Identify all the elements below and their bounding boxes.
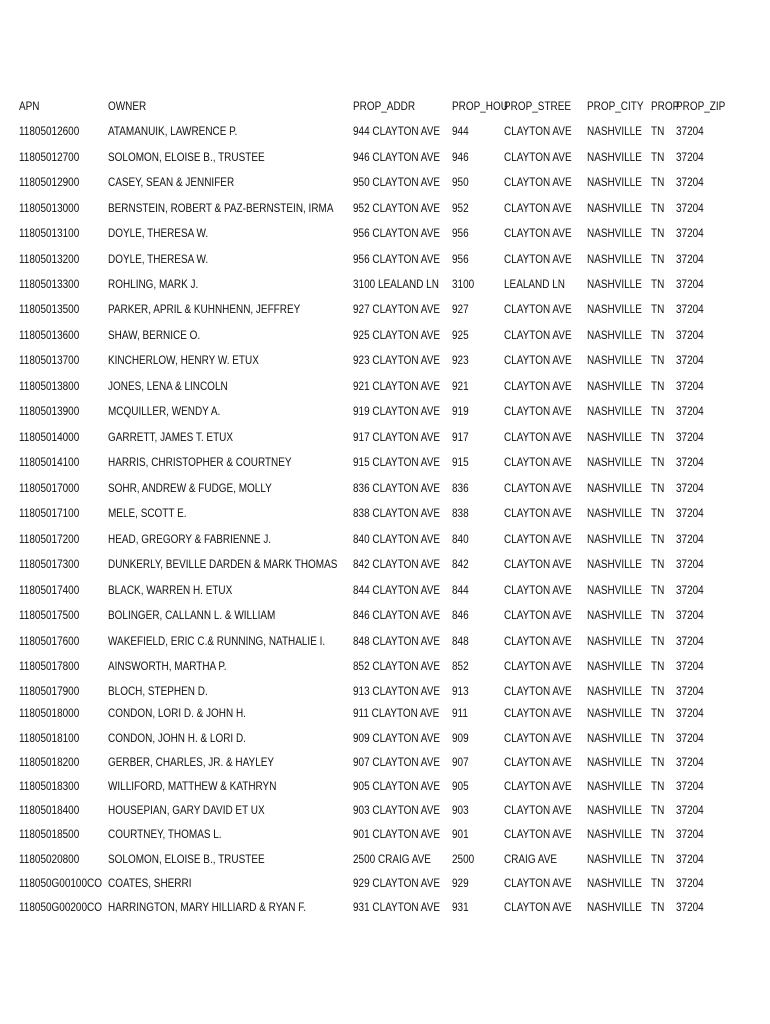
cell-prop-zip: 37204 (676, 176, 704, 189)
table-row (0, 223, 770, 245)
cell-prop-zip: 37204 (676, 533, 704, 546)
cell-prop-addr: 927 CLAYTON AVE (353, 303, 441, 316)
cell-prop-city: NASHVILLE (587, 176, 642, 189)
cell-prop-hou: 911 (452, 707, 468, 720)
cell-prop-zip: 37204 (676, 584, 704, 597)
cell-prop-hou: 842 (452, 558, 469, 571)
cell-prop-stree: CLAYTON AVE (504, 405, 572, 418)
cell-owner: DUNKERLY, BEVILLE DARDEN & MARK THOMAS (108, 558, 338, 571)
cell-prop-city: NASHVILLE (587, 877, 642, 890)
cell-prop-hou: 2500 (452, 853, 475, 866)
cell-owner: DOYLE, THERESA W. (108, 253, 209, 266)
cell-prop-addr: 913 CLAYTON AVE (353, 685, 441, 698)
cell-prop-city: NASHVILLE (587, 125, 642, 138)
table-row (0, 452, 770, 474)
cell-prop-addr: 909 CLAYTON AVE (353, 732, 441, 745)
header-row (0, 96, 770, 118)
header-prop-state: PROP (651, 100, 680, 113)
table-row (0, 554, 770, 576)
cell-apn: 11805018100 (19, 732, 80, 745)
cell-prop-stree: CLAYTON AVE (504, 176, 572, 189)
cell-apn: 11805018300 (19, 780, 80, 793)
cell-prop-zip: 37204 (676, 660, 704, 673)
cell-prop-stree: CRAIG AVE (504, 853, 558, 866)
cell-owner: BLOCH, STEPHEN D. (108, 685, 208, 698)
cell-prop-city: NASHVILLE (587, 253, 642, 266)
cell-prop-state: TN (651, 660, 665, 673)
cell-prop-zip: 37204 (676, 482, 704, 495)
cell-prop-stree: CLAYTON AVE (504, 780, 572, 793)
cell-apn: 11805017900 (19, 685, 80, 698)
cell-prop-state: TN (651, 482, 665, 495)
cell-prop-city: NASHVILLE (587, 660, 642, 673)
cell-prop-city: NASHVILLE (587, 405, 642, 418)
cell-prop-stree: CLAYTON AVE (504, 151, 572, 164)
header-prop-city: PROP_CITY (587, 100, 644, 113)
cell-prop-stree: CLAYTON AVE (504, 732, 572, 745)
cell-apn: 11805017000 (19, 482, 80, 495)
cell-apn: 11805018500 (19, 828, 80, 841)
cell-prop-hou: 838 (452, 507, 469, 520)
cell-apn: 11805017300 (19, 558, 80, 571)
cell-apn: 11805017600 (19, 635, 80, 648)
table-row (0, 656, 770, 678)
cell-prop-stree: CLAYTON AVE (504, 533, 572, 546)
cell-owner: ROHLING, MARK J. (108, 278, 199, 291)
cell-prop-state: TN (651, 380, 665, 393)
cell-owner: GARRETT, JAMES T. ETUX (108, 431, 234, 444)
cell-owner: MCQUILLER, WENDY A. (108, 405, 221, 418)
cell-prop-city: NASHVILLE (587, 828, 642, 841)
cell-prop-addr: 950 CLAYTON AVE (353, 176, 441, 189)
cell-prop-state: TN (651, 901, 665, 914)
cell-apn: 11805012900 (19, 176, 80, 189)
table-row (0, 376, 770, 398)
cell-apn: 11805017500 (19, 609, 80, 622)
table-row (0, 350, 770, 372)
cell-prop-addr: 840 CLAYTON AVE (353, 533, 441, 546)
cell-apn: 11805014000 (19, 431, 80, 444)
cell-prop-zip: 37204 (676, 901, 704, 914)
cell-prop-addr: 919 CLAYTON AVE (353, 405, 441, 418)
cell-owner: DOYLE, THERESA W. (108, 227, 209, 240)
cell-prop-state: TN (651, 804, 665, 817)
cell-owner: CONDON, JOHN H. & LORI D. (108, 732, 246, 745)
cell-prop-stree: CLAYTON AVE (504, 685, 572, 698)
cell-prop-stree: CLAYTON AVE (504, 756, 572, 769)
cell-prop-zip: 37204 (676, 329, 704, 342)
cell-prop-zip: 37204 (676, 707, 704, 720)
table-row (0, 427, 770, 449)
cell-apn: 11805012700 (19, 151, 80, 164)
cell-prop-city: NASHVILLE (587, 804, 642, 817)
cell-prop-addr: 911 CLAYTON AVE (353, 707, 440, 720)
cell-prop-zip: 37204 (676, 635, 704, 648)
cell-prop-addr: 917 CLAYTON AVE (353, 431, 441, 444)
cell-owner: COURTNEY, THOMAS L. (108, 828, 222, 841)
cell-prop-city: NASHVILLE (587, 533, 642, 546)
cell-prop-stree: CLAYTON AVE (504, 507, 572, 520)
cell-prop-hou: 921 (452, 380, 469, 393)
cell-prop-hou: 917 (452, 431, 469, 444)
cell-prop-hou: 923 (452, 354, 469, 367)
cell-prop-zip: 37204 (676, 202, 704, 215)
cell-prop-zip: 37204 (676, 877, 704, 890)
cell-prop-hou: 913 (452, 685, 469, 698)
table-row (0, 198, 770, 220)
cell-prop-addr: 915 CLAYTON AVE (353, 456, 441, 469)
cell-prop-zip: 37204 (676, 456, 704, 469)
header-prop-stree: PROP_STREE (504, 100, 572, 113)
cell-prop-city: NASHVILLE (587, 901, 642, 914)
cell-prop-city: NASHVILLE (587, 853, 642, 866)
cell-owner: HARRINGTON, MARY HILLIARD & RYAN F. (108, 901, 306, 914)
cell-prop-addr: 901 CLAYTON AVE (353, 828, 441, 841)
cell-prop-city: NASHVILLE (587, 227, 642, 240)
cell-prop-zip: 37204 (676, 303, 704, 316)
cell-prop-addr: 921 CLAYTON AVE (353, 380, 441, 393)
cell-prop-addr: 931 CLAYTON AVE (353, 901, 441, 914)
cell-prop-city: NASHVILLE (587, 151, 642, 164)
cell-apn: 11805013000 (19, 202, 80, 215)
cell-prop-stree: CLAYTON AVE (504, 558, 572, 571)
cell-prop-city: NASHVILLE (587, 202, 642, 215)
cell-apn: 11805013700 (19, 354, 80, 367)
cell-prop-zip: 37204 (676, 732, 704, 745)
cell-owner: PARKER, APRIL & KUHNHENN, JEFFREY (108, 303, 301, 316)
table-row (0, 274, 770, 296)
header-prop-hou: PROP_HOU (452, 100, 508, 113)
cell-prop-hou: 952 (452, 202, 469, 215)
cell-prop-zip: 37204 (676, 431, 704, 444)
cell-apn: 11805014100 (19, 456, 80, 469)
cell-prop-hou: 836 (452, 482, 469, 495)
cell-owner: SOHR, ANDREW & FUDGE, MOLLY (108, 482, 272, 495)
cell-prop-hou: 903 (452, 804, 469, 817)
cell-prop-hou: 931 (452, 901, 469, 914)
table-row (0, 800, 770, 822)
cell-prop-city: NASHVILLE (587, 558, 642, 571)
cell-prop-state: TN (651, 533, 665, 546)
cell-prop-city: NASHVILLE (587, 780, 642, 793)
cell-prop-addr: 838 CLAYTON AVE (353, 507, 441, 520)
cell-prop-stree: CLAYTON AVE (504, 901, 572, 914)
table-row (0, 631, 770, 653)
cell-prop-addr: 842 CLAYTON AVE (353, 558, 441, 571)
cell-apn: 11805013800 (19, 380, 80, 393)
cell-owner: AINSWORTH, MARTHA P. (108, 660, 227, 673)
cell-prop-zip: 37204 (676, 828, 704, 841)
table-row (0, 580, 770, 602)
cell-prop-state: TN (651, 151, 665, 164)
table-row (0, 401, 770, 423)
cell-prop-zip: 37204 (676, 125, 704, 138)
cell-prop-stree: CLAYTON AVE (504, 828, 572, 841)
cell-prop-state: TN (651, 685, 665, 698)
cell-owner: SOLOMON, ELOISE B., TRUSTEE (108, 151, 265, 164)
cell-prop-state: TN (651, 227, 665, 240)
cell-apn: 11805017800 (19, 660, 80, 673)
cell-prop-city: NASHVILLE (587, 303, 642, 316)
cell-prop-state: TN (651, 431, 665, 444)
cell-prop-stree: CLAYTON AVE (504, 431, 572, 444)
cell-prop-stree: CLAYTON AVE (504, 877, 572, 890)
cell-owner: GERBER, CHARLES, JR. & HAYLEY (108, 756, 275, 769)
cell-prop-zip: 37204 (676, 853, 704, 866)
cell-prop-stree: CLAYTON AVE (504, 456, 572, 469)
cell-prop-state: TN (651, 732, 665, 745)
cell-apn: 11805013300 (19, 278, 80, 291)
cell-prop-zip: 37204 (676, 685, 704, 698)
cell-prop-zip: 37204 (676, 507, 704, 520)
cell-prop-state: TN (651, 329, 665, 342)
cell-prop-zip: 37204 (676, 756, 704, 769)
cell-prop-addr: 907 CLAYTON AVE (353, 756, 441, 769)
cell-owner: KINCHERLOW, HENRY W. ETUX (108, 354, 259, 367)
cell-prop-state: TN (651, 584, 665, 597)
cell-prop-zip: 37204 (676, 558, 704, 571)
cell-owner: HARRIS, CHRISTOPHER & COURTNEY (108, 456, 292, 469)
cell-prop-state: TN (651, 635, 665, 648)
cell-prop-stree: CLAYTON AVE (504, 227, 572, 240)
cell-owner: WAKEFIELD, ERIC C.& RUNNING, NATHALIE I. (108, 635, 326, 648)
cell-prop-hou: 901 (452, 828, 469, 841)
cell-prop-city: NASHVILLE (587, 482, 642, 495)
cell-prop-state: TN (651, 278, 665, 291)
cell-prop-state: TN (651, 253, 665, 266)
cell-prop-addr: 952 CLAYTON AVE (353, 202, 441, 215)
cell-prop-city: NASHVILLE (587, 584, 642, 597)
cell-prop-stree: CLAYTON AVE (504, 609, 572, 622)
table-row (0, 172, 770, 194)
cell-prop-city: NASHVILLE (587, 329, 642, 342)
cell-prop-state: TN (651, 877, 665, 890)
cell-apn: 11805013900 (19, 405, 80, 418)
cell-prop-hou: 909 (452, 732, 469, 745)
table-row (0, 121, 770, 143)
cell-prop-zip: 37204 (676, 609, 704, 622)
cell-prop-city: NASHVILLE (587, 685, 642, 698)
cell-prop-hou: 927 (452, 303, 469, 316)
cell-prop-stree: CLAYTON AVE (504, 584, 572, 597)
cell-owner: WILLIFORD, MATTHEW & KATHRYN (108, 780, 277, 793)
cell-prop-zip: 37204 (676, 227, 704, 240)
table-row (0, 605, 770, 627)
cell-owner: HEAD, GREGORY & FABRIENNE J. (108, 533, 272, 546)
cell-prop-zip: 37204 (676, 405, 704, 418)
cell-prop-hou: 956 (452, 227, 469, 240)
cell-prop-city: NASHVILLE (587, 507, 642, 520)
cell-prop-stree: CLAYTON AVE (504, 707, 572, 720)
cell-apn: 11805017100 (19, 507, 80, 520)
cell-prop-zip: 37204 (676, 151, 704, 164)
cell-prop-hou: 848 (452, 635, 469, 648)
cell-prop-addr: 956 CLAYTON AVE (353, 253, 441, 266)
cell-prop-stree: LEALAND LN (504, 278, 565, 291)
cell-apn: 11805018400 (19, 804, 80, 817)
cell-prop-state: TN (651, 609, 665, 622)
cell-owner: JONES, LENA & LINCOLN (108, 380, 228, 393)
cell-owner: BERNSTEIN, ROBERT & PAZ-BERNSTEIN, IRMA (108, 202, 334, 215)
cell-prop-state: TN (651, 303, 665, 316)
cell-prop-hou: 905 (452, 780, 469, 793)
cell-apn: 11805012600 (19, 125, 80, 138)
cell-prop-stree: CLAYTON AVE (504, 303, 572, 316)
table-row (0, 503, 770, 525)
cell-owner: ATAMANUIK, LAWRENCE P. (108, 125, 238, 138)
cell-apn: 11805013100 (19, 227, 80, 240)
cell-owner: HOUSEPIAN, GARY DAVID ET UX (108, 804, 265, 817)
cell-prop-state: TN (651, 828, 665, 841)
cell-prop-state: TN (651, 707, 665, 720)
cell-prop-addr: 944 CLAYTON AVE (353, 125, 441, 138)
cell-prop-addr: 836 CLAYTON AVE (353, 482, 441, 495)
cell-owner: SHAW, BERNICE O. (108, 329, 201, 342)
cell-prop-stree: CLAYTON AVE (504, 354, 572, 367)
cell-apn: 11805017400 (19, 584, 80, 597)
header-owner: OWNER (108, 100, 147, 113)
table-row (0, 299, 770, 321)
cell-apn: 11805020800 (19, 853, 80, 866)
cell-prop-stree: CLAYTON AVE (504, 125, 572, 138)
table-row (0, 849, 770, 871)
cell-prop-zip: 37204 (676, 253, 704, 266)
cell-prop-city: NASHVILLE (587, 707, 642, 720)
cell-apn: 11805018200 (19, 756, 80, 769)
cell-prop-city: NASHVILLE (587, 732, 642, 745)
cell-prop-city: NASHVILLE (587, 380, 642, 393)
cell-prop-stree: CLAYTON AVE (504, 635, 572, 648)
table-row (0, 703, 770, 725)
cell-prop-state: TN (651, 507, 665, 520)
cell-prop-addr: 925 CLAYTON AVE (353, 329, 441, 342)
cell-prop-zip: 37204 (676, 278, 704, 291)
cell-prop-addr: 844 CLAYTON AVE (353, 584, 441, 597)
cell-prop-city: NASHVILLE (587, 635, 642, 648)
cell-owner: COATES, SHERRI (108, 877, 192, 890)
cell-prop-hou: 929 (452, 877, 469, 890)
header-prop-addr: PROP_ADDR (353, 100, 416, 113)
cell-prop-stree: CLAYTON AVE (504, 380, 572, 393)
cell-apn: 118050G00100CO (19, 877, 102, 890)
cell-prop-hou: 925 (452, 329, 469, 342)
cell-prop-addr: 946 CLAYTON AVE (353, 151, 441, 164)
table-row (0, 478, 770, 500)
table-row (0, 728, 770, 750)
cell-apn: 118050G00200CO (19, 901, 102, 914)
cell-prop-stree: CLAYTON AVE (504, 482, 572, 495)
cell-prop-stree: CLAYTON AVE (504, 660, 572, 673)
cell-prop-zip: 37204 (676, 780, 704, 793)
cell-prop-state: TN (651, 176, 665, 189)
cell-owner: MELE, SCOTT E. (108, 507, 187, 520)
table-row (0, 873, 770, 895)
cell-apn: 11805013600 (19, 329, 80, 342)
cell-prop-addr: 848 CLAYTON AVE (353, 635, 441, 648)
cell-prop-hou: 840 (452, 533, 469, 546)
cell-apn: 11805013500 (19, 303, 80, 316)
cell-prop-stree: CLAYTON AVE (504, 804, 572, 817)
cell-prop-stree: CLAYTON AVE (504, 329, 572, 342)
cell-prop-stree: CLAYTON AVE (504, 253, 572, 266)
table-row (0, 529, 770, 551)
cell-prop-stree: CLAYTON AVE (504, 202, 572, 215)
cell-prop-hou: 946 (452, 151, 469, 164)
header-prop-zip: PROP_ZIP (676, 100, 726, 113)
cell-prop-city: NASHVILLE (587, 456, 642, 469)
cell-prop-city: NASHVILLE (587, 278, 642, 291)
cell-owner: CASEY, SEAN & JENNIFER (108, 176, 235, 189)
cell-prop-state: TN (651, 354, 665, 367)
cell-prop-state: TN (651, 456, 665, 469)
table-row (0, 776, 770, 798)
cell-prop-state: TN (651, 202, 665, 215)
cell-apn: 11805018000 (19, 707, 80, 720)
cell-prop-city: NASHVILLE (587, 756, 642, 769)
cell-prop-city: NASHVILLE (587, 354, 642, 367)
cell-prop-hou: 846 (452, 609, 469, 622)
cell-prop-zip: 37204 (676, 380, 704, 393)
cell-owner: BLACK, WARREN H. ETUX (108, 584, 233, 597)
cell-prop-addr: 929 CLAYTON AVE (353, 877, 441, 890)
cell-prop-hou: 907 (452, 756, 469, 769)
cell-prop-addr: 852 CLAYTON AVE (353, 660, 441, 673)
cell-prop-addr: 2500 CRAIG AVE (353, 853, 431, 866)
cell-prop-hou: 919 (452, 405, 469, 418)
cell-prop-state: TN (651, 125, 665, 138)
cell-prop-zip: 37204 (676, 354, 704, 367)
cell-prop-hou: 844 (452, 584, 469, 597)
cell-prop-hou: 3100 (452, 278, 475, 291)
table-row (0, 824, 770, 846)
cell-prop-addr: 846 CLAYTON AVE (353, 609, 441, 622)
cell-prop-city: NASHVILLE (587, 431, 642, 444)
cell-prop-state: TN (651, 558, 665, 571)
table-row (0, 249, 770, 271)
cell-prop-hou: 944 (452, 125, 469, 138)
cell-owner: SOLOMON, ELOISE B., TRUSTEE (108, 853, 265, 866)
cell-prop-addr: 3100 LEALAND LN (353, 278, 439, 291)
cell-prop-state: TN (651, 853, 665, 866)
cell-prop-hou: 852 (452, 660, 469, 673)
cell-prop-hou: 956 (452, 253, 469, 266)
cell-prop-hou: 915 (452, 456, 469, 469)
cell-owner: BOLINGER, CALLANN L. & WILLIAM (108, 609, 276, 622)
cell-prop-zip: 37204 (676, 804, 704, 817)
table-row (0, 325, 770, 347)
cell-prop-state: TN (651, 756, 665, 769)
cell-owner: CONDON, LORI D. & JOHN H. (108, 707, 246, 720)
table-row (0, 897, 770, 919)
cell-prop-hou: 950 (452, 176, 469, 189)
cell-prop-addr: 956 CLAYTON AVE (353, 227, 441, 240)
table-row (0, 147, 770, 169)
cell-prop-addr: 903 CLAYTON AVE (353, 804, 441, 817)
cell-apn: 11805013200 (19, 253, 80, 266)
table-row (0, 681, 770, 703)
table-row (0, 752, 770, 774)
cell-prop-city: NASHVILLE (587, 609, 642, 622)
cell-prop-state: TN (651, 780, 665, 793)
cell-prop-addr: 923 CLAYTON AVE (353, 354, 441, 367)
cell-apn: 11805017200 (19, 533, 80, 546)
cell-prop-state: TN (651, 405, 665, 418)
header-apn: APN (19, 100, 40, 113)
cell-prop-addr: 905 CLAYTON AVE (353, 780, 441, 793)
